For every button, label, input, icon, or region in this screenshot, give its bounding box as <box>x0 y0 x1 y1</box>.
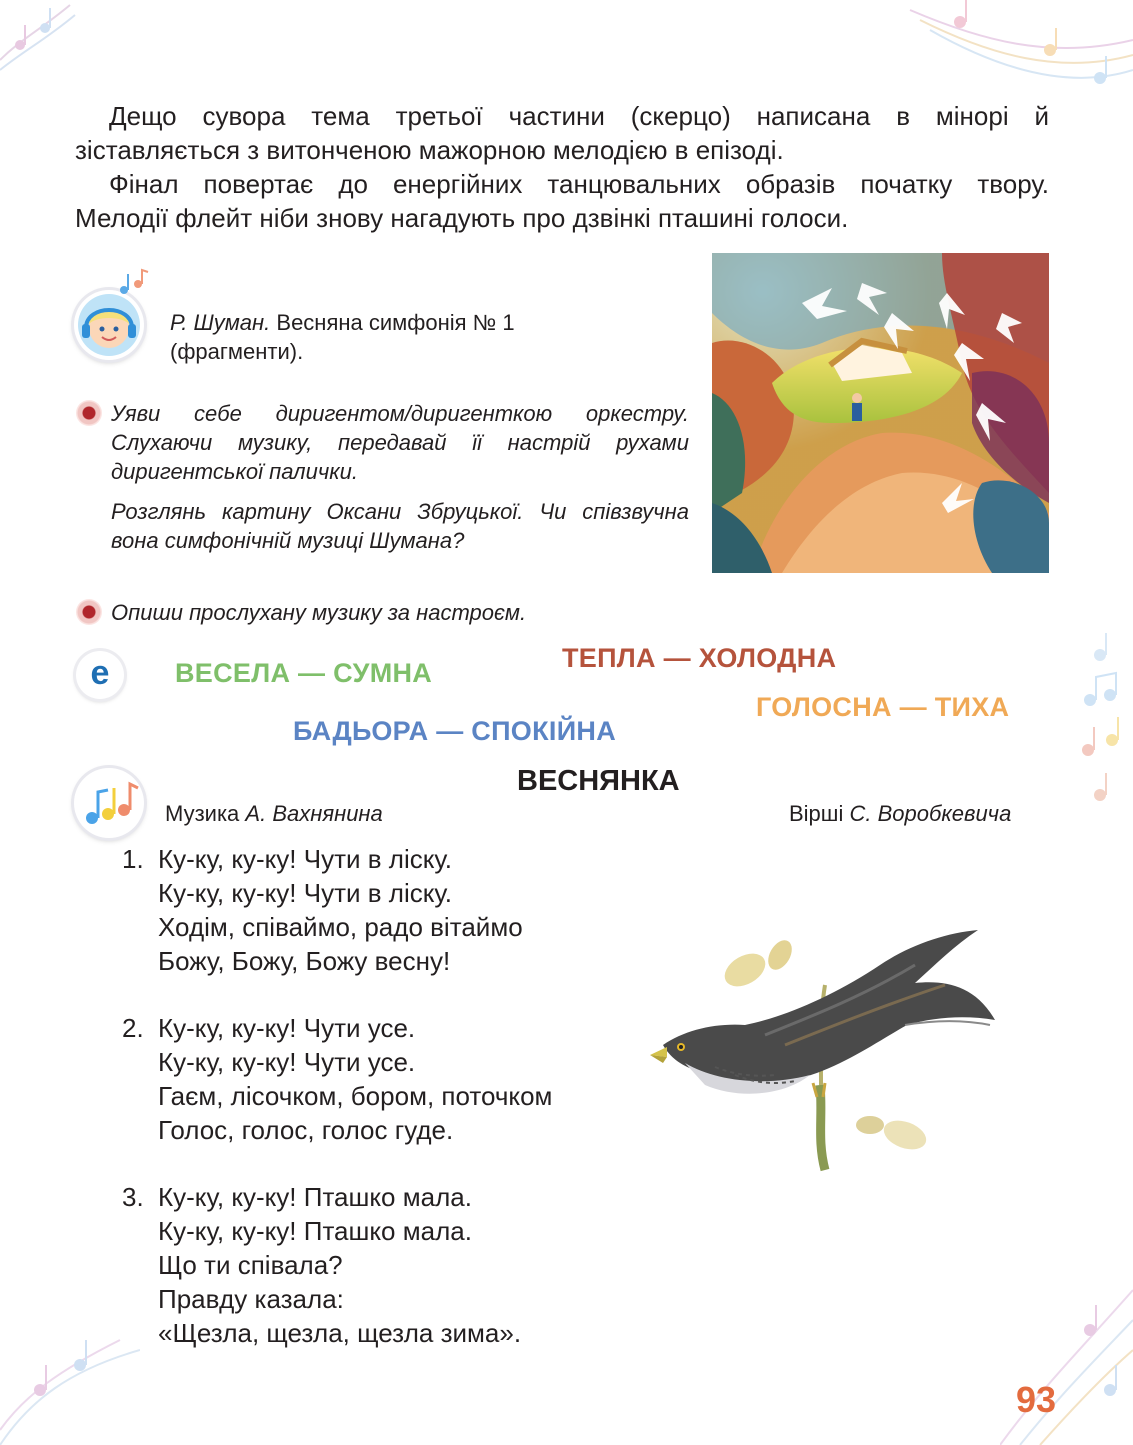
task-1-line-1: Уяви себе диригентом/диригенткою оркестру. <box>111 401 689 426</box>
music-author: А. Вахнянина <box>245 801 383 826</box>
cuckoo-bird-illustration <box>645 925 1000 1175</box>
mood-word-vigorous-calm: БАДЬОРА — СПОКІЙНА <box>293 716 616 746</box>
music-notes-icon <box>74 768 144 838</box>
listening-work-line-1 <box>170 308 515 337</box>
verse-3 <box>122 1180 521 1350</box>
small-notes-icon <box>116 268 150 298</box>
intro-line: Мелодії флейт ніби знову нагадують про дзвінкі пташині голоси. <box>75 203 849 233</box>
music-label: Музика <box>165 801 240 826</box>
intro-line: Дещо сувора тема третьої частини (скерцо) написана в мінорі й <box>109 101 1049 131</box>
verse-number: 3. <box>122 1182 144 1212</box>
decor-bottom-left-notes-icon <box>0 1310 140 1445</box>
painting-zbrutska <box>712 253 1049 573</box>
verse-line: Ходім, співаймо, радо вітаймо <box>158 912 523 942</box>
composer-name: Р. Шуман. <box>170 310 271 335</box>
mood-word-loud-quiet: ГОЛОСНА — ТИХА <box>756 692 1010 722</box>
decor-right-notes-icon <box>1070 625 1133 815</box>
decor-top-right-notes-icon <box>900 0 1133 110</box>
intro-line: зіставляється з витонченою мажорною мелодією в епізоді. <box>75 135 784 165</box>
task-2-text: Опиши прослухану музику за настроєм. <box>111 600 527 625</box>
verse-line: Ку-ку, ку-ку! Пташко мала. <box>158 1216 472 1246</box>
verse-line: Божу, Божу, Божу весну! <box>158 946 451 976</box>
work-subtitle: (фрагменти). <box>170 339 304 364</box>
verse-line: Гаєм, лісочком, бором, поточком <box>158 1081 553 1111</box>
red-dot-bullet-icon <box>76 400 102 426</box>
task-1-line-3: диригентської палички. <box>111 459 358 484</box>
lyrics-label: Вірші <box>789 801 844 826</box>
verse-line: Ку-ку, ку-ку! Чути в ліску. <box>158 878 453 908</box>
task-1-line-4: Розглянь картину Оксани Збруцької. Чи співзвучна <box>111 499 689 524</box>
e-letter-icon[interactable]: е <box>76 651 124 699</box>
work-title: Весняна симфонія № 1 <box>276 310 515 335</box>
verse-2 <box>122 1011 552 1147</box>
headphones-child-graphic <box>74 290 144 360</box>
headphones-child-icon <box>74 290 144 360</box>
task-1-text <box>111 399 689 486</box>
verse-line: Ку-ку, ку-ку! Чути в ліску. <box>158 844 453 874</box>
decor-top-left-notes-icon <box>0 0 80 80</box>
verse-line: Правду казала: <box>158 1284 344 1314</box>
verse-line: Ку-ку, ку-ку! Чути усе. <box>158 1013 416 1043</box>
song-music-credit <box>165 801 383 827</box>
red-dot-bullet-icon <box>76 599 102 625</box>
task-1-line-5: вона симфонічній музиці Шумана? <box>111 528 465 553</box>
verse-line: Ку-ку, ку-ку! Пташко мала. <box>158 1182 472 1212</box>
lyrics-author: С. Воробкевича <box>849 801 1012 826</box>
verse-line: Голос, голос, голос гуде. <box>158 1115 454 1145</box>
intro-line: Фінал повертає до енергійних танцювальних образів початку твору. <box>109 169 1049 199</box>
verse-number: 2. <box>122 1013 144 1043</box>
mood-word-warm-cold: ТЕПЛА — ХОЛОДНА <box>562 643 837 673</box>
painting-image <box>712 253 1049 573</box>
task-1-painting-question <box>111 497 689 555</box>
intro-paragraph-2 <box>75 167 1049 201</box>
verse-line: Що ти співала? <box>158 1250 343 1280</box>
verse-number: 1. <box>122 844 144 874</box>
verse-line: «Щезла, щезла, щезла зима». <box>158 1318 522 1348</box>
verse-1 <box>122 842 523 978</box>
song-title: ВЕСНЯНКА <box>517 765 680 797</box>
verse-line: Ку-ку, ку-ку! Чути усе. <box>158 1047 416 1077</box>
mood-word-cheerful-sad: ВЕСЕЛА — СУМНА <box>175 658 433 688</box>
task-1-line-2: Слухаючи музику, передавай її настрій рухами <box>111 430 689 455</box>
song-lyrics-credit <box>789 801 1011 827</box>
music-notes-graphic <box>74 768 144 838</box>
intro-paragraph-1 <box>75 99 1049 133</box>
page-number: 93 <box>1016 1379 1057 1420</box>
